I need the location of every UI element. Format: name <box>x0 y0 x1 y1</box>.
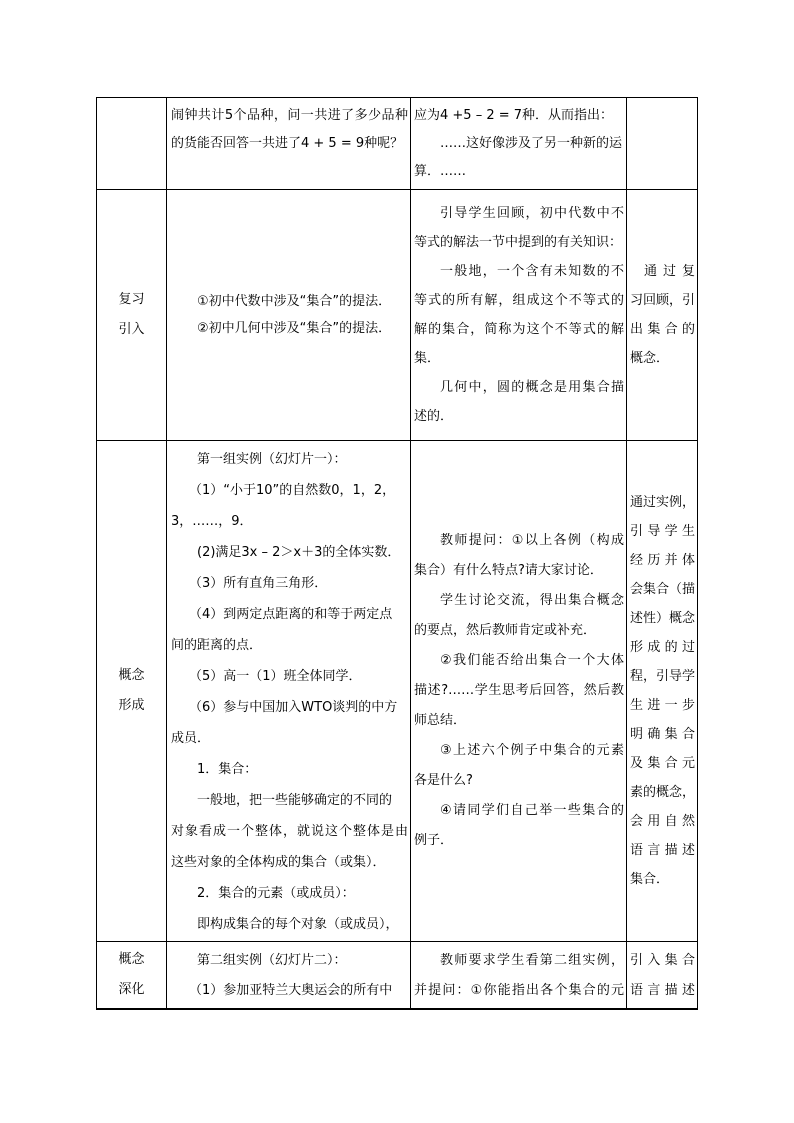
text-line: 概念． <box>630 351 670 366</box>
stage-cell <box>97 441 167 942</box>
intent-cell <box>627 441 698 942</box>
text-line: 明确集合 <box>630 727 695 742</box>
text-line: 的要点，然后教师肯定或补充． <box>414 623 597 638</box>
text-line: 引导学生回顾，初中代数中不 <box>440 206 624 221</box>
text-line: ①初中代数中涉及“集合”的提法． <box>197 294 392 309</box>
stage-label: 概念 <box>118 668 145 683</box>
text-line: 学生讨论交流，得出集合概念 <box>440 593 624 608</box>
text-line: 引导学生 <box>630 524 695 539</box>
content-cell <box>167 190 411 441</box>
stage-label: 复习 <box>118 292 145 307</box>
text-line: 程，引导学 <box>630 669 695 684</box>
intent-cell <box>627 190 698 441</box>
text-line: 等式的解法一节中提到的有关知识： <box>414 235 623 250</box>
text-line: 即构成集合的每个对象（或成员）， <box>197 917 399 932</box>
table-row <box>97 98 698 190</box>
text-line: 语言描述 <box>630 983 695 998</box>
activity-cell <box>411 942 627 1010</box>
intent-cell <box>627 942 698 1010</box>
text-line: ④请同学们自己举一些集合的 <box>440 803 624 818</box>
content-cell <box>167 942 411 1010</box>
text-line: 引入集合 <box>630 953 695 968</box>
text-line: 集． <box>414 351 441 366</box>
text-line: 师总结． <box>414 713 467 728</box>
text-line: 这些对象的全体构成的集合（或集）． <box>171 855 386 870</box>
text-line: 生进一步 <box>630 698 695 713</box>
text-line: 1．集合： <box>197 762 258 777</box>
text-line: 3，……，9． <box>171 514 253 529</box>
text-line: 解的集合，简称为这个不等式的解 <box>414 322 624 337</box>
text-line: 2．集合的元素（或成员）： <box>197 886 355 901</box>
text-line: 第二组实例（幻灯片二）： <box>197 953 347 968</box>
text-line: 第一组实例（幻灯片一）： <box>197 452 347 467</box>
text-line: （4）到两定点距离的和等于两定点 <box>189 607 393 622</box>
text-line: 及集合元 <box>630 756 695 771</box>
stage-label: 概念 <box>118 952 145 967</box>
text-line: 形成的过 <box>630 640 695 655</box>
stage-label: 引入 <box>118 322 145 337</box>
activity-cell <box>411 441 627 942</box>
text-line: 应为4 +5 – 2 = 7种．从而指出： <box>414 108 614 123</box>
text-line: 的货能否回答一共进了4 + 5 = 9种呢？ <box>171 136 404 151</box>
text-line: 教师要求学生看第二组实例， <box>440 953 624 968</box>
text-line: (2)满足3x – 2＞x＋3的全体实数． <box>197 545 401 560</box>
text-line: 一般地，一个含有未知数的不 <box>440 264 624 279</box>
text-line: （5）高一（1）班全体同学． <box>189 669 362 684</box>
text-line: 几何中，圆的概念是用集合描 <box>440 380 624 395</box>
stage-cell <box>97 98 167 190</box>
intent-cell <box>627 98 698 190</box>
activity-cell <box>411 98 627 190</box>
activity-cell <box>411 190 627 441</box>
stage-cell <box>97 190 167 441</box>
text-line: 通过实例， <box>630 495 695 510</box>
text-line: ③上述六个例子中集合的元素 <box>440 743 624 758</box>
text-line: 一般地，把一些能够确定的不同的 <box>197 793 393 808</box>
table-row <box>97 190 698 441</box>
text-line: 集合）有什么特点?请大家讨论． <box>414 563 603 578</box>
stage-label: 形成 <box>118 698 145 713</box>
text-line: 习回顾，引 <box>630 293 695 308</box>
text-line: 各是什么? <box>414 773 473 788</box>
text-line: （1）参加亚特兰大奥运会的所有中 <box>189 983 393 998</box>
text-line: 集合． <box>630 872 670 887</box>
stage-label: 深化 <box>118 982 145 997</box>
text-line: 间的距离的点． <box>171 638 263 653</box>
text-line: ……这好像涉及了另一种新的运 <box>440 136 623 151</box>
stage-cell <box>97 942 167 1010</box>
table-row <box>97 441 698 942</box>
text-line: 教师提问：①以上各例（构成 <box>440 533 624 548</box>
text-line: 例子． <box>414 833 454 848</box>
text-line: 素的概念， <box>630 785 695 800</box>
text-line: 并提问：①你能指出各个集合的元 <box>414 983 624 998</box>
text-line: 算．…… <box>414 164 467 179</box>
text-line: 等式的所有解，组成这个不等式的 <box>414 293 624 308</box>
text-line: 会用自然 <box>630 814 695 829</box>
text-line: 述的． <box>414 409 454 424</box>
table-row <box>97 942 698 1010</box>
text-line: 经历并体 <box>630 553 695 568</box>
lesson-plan-table <box>96 97 698 1010</box>
content-cell <box>167 441 411 942</box>
text-line: ②初中几何中涉及“集合”的提法． <box>197 321 392 336</box>
text-line: 对象看成一个整体，就说这个整体是由 <box>171 824 408 839</box>
text-line: （6）参与中国加入WTO谈判的中方 <box>189 700 398 715</box>
text-line: （1）“小于10”的自然数0，1，2， <box>189 483 396 498</box>
content-cell <box>167 98 411 190</box>
text-line: 语言描述 <box>630 843 695 858</box>
text-line: 描述?……学生思考后回答，然后教 <box>414 683 624 698</box>
text-line: 成员． <box>171 731 211 746</box>
text-line: 通过复 <box>644 264 695 279</box>
text-line: 出集合的 <box>630 322 695 337</box>
text-line: 述性）概念 <box>630 611 695 626</box>
text-line: 会集合（描 <box>630 582 695 597</box>
text-line: ②我们能否给出集合一个大体 <box>440 653 624 668</box>
text-line: 闹钟共计5个品种，问一共进了多少品种 <box>171 108 408 123</box>
text-line: （3）所有直角三角形． <box>189 576 328 591</box>
